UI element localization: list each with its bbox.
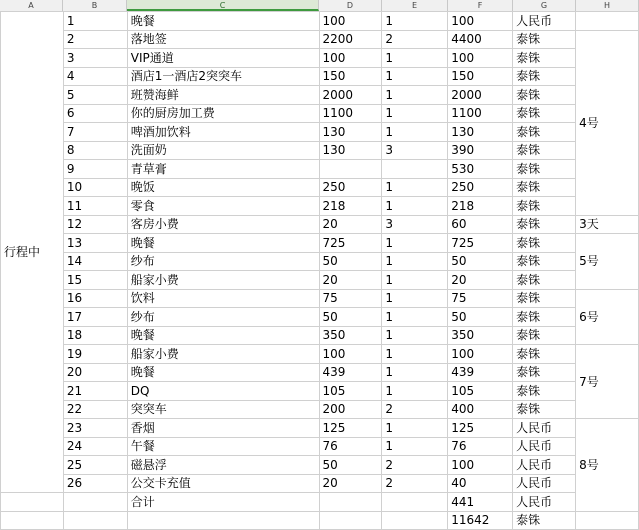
row-number-cell[interactable]: 21 bbox=[63, 382, 127, 401]
row-number-cell[interactable]: 24 bbox=[63, 437, 127, 456]
total-cell[interactable]: 76 bbox=[448, 437, 513, 456]
item-cell[interactable]: 青草膏 bbox=[127, 160, 319, 179]
row-number-cell[interactable]: 3 bbox=[63, 49, 127, 68]
item-cell[interactable]: 船家小费 bbox=[127, 345, 319, 364]
total-cell[interactable]: 40 bbox=[448, 474, 513, 493]
row-number-cell[interactable]: 13 bbox=[63, 234, 127, 253]
price-cell[interactable] bbox=[319, 511, 382, 530]
day-group-cell[interactable] bbox=[576, 511, 639, 530]
price-cell[interactable]: 20 bbox=[319, 215, 382, 234]
currency-cell[interactable]: 泰铢 bbox=[513, 252, 576, 271]
qty-cell[interactable]: 3 bbox=[382, 141, 448, 160]
currency-cell[interactable]: 泰铢 bbox=[513, 308, 576, 327]
currency-cell[interactable]: 泰铢 bbox=[513, 160, 576, 179]
qty-cell[interactable]: 2 bbox=[382, 30, 448, 49]
item-cell[interactable]: 洗面奶 bbox=[127, 141, 319, 160]
item-cell[interactable]: VIP通道 bbox=[127, 49, 319, 68]
total-cell[interactable]: 20 bbox=[448, 271, 513, 290]
total-cell[interactable]: 100 bbox=[448, 345, 513, 364]
column-header-d[interactable]: D bbox=[319, 0, 382, 11]
item-cell[interactable] bbox=[127, 511, 319, 530]
table-row bbox=[1, 456, 639, 475]
price-cell[interactable]: 130 bbox=[319, 123, 382, 142]
table-row bbox=[1, 363, 639, 382]
row-number-cell[interactable]: 4 bbox=[63, 67, 127, 86]
price-cell[interactable]: 50 bbox=[319, 456, 382, 475]
day-group-cell[interactable]: 8号 bbox=[576, 419, 639, 512]
item-cell[interactable]: 突突车 bbox=[127, 400, 319, 419]
qty-cell[interactable]: 1 bbox=[382, 67, 448, 86]
total-cell[interactable]: 4400 bbox=[448, 30, 513, 49]
currency-cell[interactable]: 泰铢 bbox=[513, 382, 576, 401]
currency-cell[interactable]: 人民币 bbox=[513, 474, 576, 493]
item-cell[interactable]: 啤酒加饮料 bbox=[127, 123, 319, 142]
item-cell[interactable]: 你的厨房加工费 bbox=[127, 104, 319, 123]
qty-cell[interactable]: 1 bbox=[382, 252, 448, 271]
price-cell[interactable]: 439 bbox=[319, 363, 382, 382]
currency-cell[interactable]: 泰铢 bbox=[513, 67, 576, 86]
currency-cell[interactable]: 泰铢 bbox=[513, 215, 576, 234]
currency-cell[interactable]: 泰铢 bbox=[513, 326, 576, 345]
qty-cell[interactable]: 1 bbox=[382, 178, 448, 197]
qty-cell[interactable]: 1 bbox=[382, 419, 448, 438]
table-row bbox=[1, 160, 639, 179]
row-number-cell[interactable]: 8 bbox=[63, 141, 127, 160]
qty-cell[interactable]: 1 bbox=[382, 326, 448, 345]
qty-cell[interactable]: 1 bbox=[382, 437, 448, 456]
item-cell[interactable]: DQ bbox=[127, 382, 319, 401]
item-cell[interactable]: 合计 bbox=[127, 493, 319, 512]
table-row bbox=[1, 197, 639, 216]
price-cell[interactable]: 20 bbox=[319, 271, 382, 290]
table-row bbox=[1, 141, 639, 160]
table-row bbox=[1, 419, 639, 438]
data-table bbox=[0, 11, 639, 530]
row-number-cell[interactable] bbox=[63, 493, 127, 512]
price-cell[interactable]: 20 bbox=[319, 474, 382, 493]
qty-cell[interactable]: 1 bbox=[382, 308, 448, 327]
item-cell[interactable]: 晚餐 bbox=[127, 12, 319, 31]
currency-cell[interactable]: 泰铢 bbox=[513, 30, 576, 49]
total-cell[interactable]: 725 bbox=[448, 234, 513, 253]
qty-cell[interactable]: 1 bbox=[382, 345, 448, 364]
table-row bbox=[1, 493, 639, 512]
column-header-f[interactable]: F bbox=[448, 0, 513, 11]
total-cell[interactable]: 530 bbox=[448, 160, 513, 179]
currency-cell[interactable]: 泰铢 bbox=[513, 178, 576, 197]
row-number-cell[interactable]: 15 bbox=[63, 271, 127, 290]
column-header-b[interactable]: B bbox=[63, 0, 127, 11]
currency-cell[interactable]: 泰铢 bbox=[513, 104, 576, 123]
price-cell[interactable]: 130 bbox=[319, 141, 382, 160]
total-cell[interactable]: 11642 bbox=[448, 511, 513, 530]
currency-cell[interactable]: 泰铢 bbox=[513, 271, 576, 290]
currency-cell[interactable]: 泰铢 bbox=[513, 289, 576, 308]
currency-cell[interactable]: 泰铢 bbox=[513, 363, 576, 382]
row-number-cell[interactable]: 23 bbox=[63, 419, 127, 438]
total-cell[interactable]: 130 bbox=[448, 123, 513, 142]
table-row bbox=[1, 326, 639, 345]
item-cell[interactable]: 晚餐 bbox=[127, 326, 319, 345]
item-cell[interactable]: 晚餐 bbox=[127, 363, 319, 382]
row-number-cell[interactable]: 12 bbox=[63, 215, 127, 234]
price-cell[interactable]: 100 bbox=[319, 49, 382, 68]
item-cell[interactable]: 晚饭 bbox=[127, 178, 319, 197]
item-cell[interactable]: 公交卡充值 bbox=[127, 474, 319, 493]
currency-cell[interactable]: 泰铢 bbox=[513, 49, 576, 68]
currency-cell[interactable]: 泰铢 bbox=[513, 86, 576, 105]
table-row bbox=[1, 86, 639, 105]
row-number-cell[interactable]: 19 bbox=[63, 345, 127, 364]
day-group-cell[interactable] bbox=[576, 12, 639, 31]
currency-cell[interactable]: 泰铢 bbox=[513, 400, 576, 419]
price-cell[interactable]: 2000 bbox=[319, 86, 382, 105]
row-number-cell[interactable]: 2 bbox=[63, 30, 127, 49]
total-cell[interactable]: 439 bbox=[448, 363, 513, 382]
total-cell[interactable]: 441 bbox=[448, 493, 513, 512]
total-cell[interactable]: 400 bbox=[448, 400, 513, 419]
currency-cell[interactable]: 人民币 bbox=[513, 12, 576, 31]
qty-cell[interactable]: 2 bbox=[382, 474, 448, 493]
total-cell[interactable]: 100 bbox=[448, 12, 513, 31]
total-cell[interactable]: 100 bbox=[448, 456, 513, 475]
total-cell[interactable]: 150 bbox=[448, 67, 513, 86]
table-row bbox=[1, 289, 639, 308]
item-cell[interactable]: 班赞海鲜 bbox=[127, 86, 319, 105]
row-number-cell[interactable]: 7 bbox=[63, 123, 127, 142]
qty-cell[interactable]: 1 bbox=[382, 197, 448, 216]
currency-cell[interactable]: 人民币 bbox=[513, 437, 576, 456]
item-cell[interactable]: 酒店1一酒店2突突车 bbox=[127, 67, 319, 86]
currency-cell[interactable]: 泰铢 bbox=[513, 123, 576, 142]
day-group-cell[interactable]: 6号 bbox=[576, 289, 639, 345]
empty-cell[interactable] bbox=[1, 493, 64, 512]
table-row bbox=[1, 178, 639, 197]
table-row bbox=[1, 12, 639, 31]
total-cell[interactable]: 2000 bbox=[448, 86, 513, 105]
total-cell[interactable]: 50 bbox=[448, 308, 513, 327]
currency-cell[interactable]: 人民币 bbox=[513, 493, 576, 512]
table-row bbox=[1, 400, 639, 419]
price-cell[interactable]: 75 bbox=[319, 289, 382, 308]
qty-cell[interactable]: 1 bbox=[382, 363, 448, 382]
table-row bbox=[1, 104, 639, 123]
total-cell[interactable]: 250 bbox=[448, 178, 513, 197]
total-cell[interactable]: 75 bbox=[448, 289, 513, 308]
trip-label-cell[interactable]: 行程中 bbox=[1, 12, 64, 493]
qty-cell[interactable] bbox=[382, 493, 448, 512]
total-cell[interactable]: 100 bbox=[448, 49, 513, 68]
day-group-cell[interactable]: 5号 bbox=[576, 234, 639, 290]
price-cell[interactable]: 50 bbox=[319, 252, 382, 271]
price-cell[interactable]: 1100 bbox=[319, 104, 382, 123]
table-row bbox=[1, 511, 639, 530]
row-number-cell[interactable]: 5 bbox=[63, 86, 127, 105]
table-row bbox=[1, 123, 639, 142]
qty-cell[interactable]: 1 bbox=[382, 123, 448, 142]
row-number-cell[interactable]: 18 bbox=[63, 326, 127, 345]
price-cell[interactable]: 725 bbox=[319, 234, 382, 253]
item-cell[interactable]: 客房小费 bbox=[127, 215, 319, 234]
table-row bbox=[1, 437, 639, 456]
column-header-g[interactable]: G bbox=[513, 0, 576, 11]
table-row bbox=[1, 308, 639, 327]
qty-cell[interactable]: 1 bbox=[382, 234, 448, 253]
qty-cell[interactable]: 1 bbox=[382, 289, 448, 308]
qty-cell[interactable]: 1 bbox=[382, 86, 448, 105]
total-cell[interactable]: 105 bbox=[448, 382, 513, 401]
item-cell[interactable]: 饮料 bbox=[127, 289, 319, 308]
row-number-cell[interactable]: 26 bbox=[63, 474, 127, 493]
total-cell[interactable]: 350 bbox=[448, 326, 513, 345]
row-number-cell[interactable]: 9 bbox=[63, 160, 127, 179]
qty-cell[interactable]: 1 bbox=[382, 104, 448, 123]
row-number-cell[interactable]: 25 bbox=[63, 456, 127, 475]
currency-cell[interactable]: 泰铢 bbox=[513, 234, 576, 253]
price-cell[interactable] bbox=[319, 493, 382, 512]
qty-cell[interactable] bbox=[382, 511, 448, 530]
price-cell[interactable] bbox=[319, 160, 382, 179]
day-group-cell[interactable]: 4号 bbox=[576, 30, 639, 215]
row-number-cell[interactable]: 6 bbox=[63, 104, 127, 123]
price-cell[interactable]: 2200 bbox=[319, 30, 382, 49]
column-header-h[interactable]: H bbox=[576, 0, 639, 11]
total-cell[interactable]: 1100 bbox=[448, 104, 513, 123]
item-cell[interactable]: 午餐 bbox=[127, 437, 319, 456]
item-cell[interactable]: 落地签 bbox=[127, 30, 319, 49]
table-row bbox=[1, 382, 639, 401]
row-number-cell[interactable]: 14 bbox=[63, 252, 127, 271]
price-cell[interactable]: 250 bbox=[319, 178, 382, 197]
price-cell[interactable]: 100 bbox=[319, 345, 382, 364]
item-cell[interactable]: 磁悬浮 bbox=[127, 456, 319, 475]
table-row bbox=[1, 345, 639, 364]
currency-cell[interactable]: 泰铢 bbox=[513, 511, 576, 530]
price-cell[interactable]: 200 bbox=[319, 400, 382, 419]
price-cell[interactable]: 125 bbox=[319, 419, 382, 438]
price-cell[interactable]: 76 bbox=[319, 437, 382, 456]
qty-cell[interactable]: 1 bbox=[382, 382, 448, 401]
qty-cell[interactable]: 1 bbox=[382, 271, 448, 290]
table-row bbox=[1, 271, 639, 290]
qty-cell[interactable]: 2 bbox=[382, 456, 448, 475]
table-row bbox=[1, 234, 639, 253]
price-cell[interactable]: 105 bbox=[319, 382, 382, 401]
table-row bbox=[1, 215, 639, 234]
total-cell[interactable]: 50 bbox=[448, 252, 513, 271]
total-cell[interactable]: 218 bbox=[448, 197, 513, 216]
table-row bbox=[1, 474, 639, 493]
currency-cell[interactable]: 人民币 bbox=[513, 456, 576, 475]
day-group-cell[interactable]: 7号 bbox=[576, 345, 639, 419]
row-number-cell[interactable]: 16 bbox=[63, 289, 127, 308]
price-cell[interactable]: 150 bbox=[319, 67, 382, 86]
row-number-cell[interactable]: 1 bbox=[63, 12, 127, 31]
item-cell[interactable]: 香烟 bbox=[127, 419, 319, 438]
total-cell[interactable]: 125 bbox=[448, 419, 513, 438]
row-number-cell[interactable]: 17 bbox=[63, 308, 127, 327]
column-header-a[interactable]: A bbox=[0, 0, 63, 11]
row-number-cell[interactable]: 11 bbox=[63, 197, 127, 216]
item-cell[interactable]: 纱布 bbox=[127, 252, 319, 271]
item-cell[interactable]: 晚餐 bbox=[127, 234, 319, 253]
qty-cell[interactable]: 1 bbox=[382, 49, 448, 68]
qty-cell[interactable] bbox=[382, 160, 448, 179]
row-number-cell[interactable]: 22 bbox=[63, 400, 127, 419]
table-row bbox=[1, 252, 639, 271]
currency-cell[interactable]: 泰铢 bbox=[513, 197, 576, 216]
table-row bbox=[1, 49, 639, 68]
currency-cell[interactable]: 人民币 bbox=[513, 419, 576, 438]
table-row bbox=[1, 30, 639, 49]
qty-cell[interactable]: 1 bbox=[382, 12, 448, 31]
column-header-e[interactable]: E bbox=[382, 0, 448, 11]
qty-cell[interactable]: 3 bbox=[382, 215, 448, 234]
item-cell[interactable]: 船家小费 bbox=[127, 271, 319, 290]
price-cell[interactable]: 350 bbox=[319, 326, 382, 345]
price-cell[interactable]: 50 bbox=[319, 308, 382, 327]
total-cell[interactable]: 60 bbox=[448, 215, 513, 234]
column-header-c[interactable]: C bbox=[127, 0, 319, 11]
currency-cell[interactable]: 泰铢 bbox=[513, 345, 576, 364]
item-cell[interactable]: 零食 bbox=[127, 197, 319, 216]
item-cell[interactable]: 纱布 bbox=[127, 308, 319, 327]
row-number-cell[interactable] bbox=[63, 511, 127, 530]
table-row bbox=[1, 67, 639, 86]
qty-cell[interactable]: 2 bbox=[382, 400, 448, 419]
day-group-cell[interactable]: 3天 bbox=[576, 215, 639, 234]
row-number-cell[interactable]: 20 bbox=[63, 363, 127, 382]
row-number-cell[interactable]: 10 bbox=[63, 178, 127, 197]
empty-cell[interactable] bbox=[1, 511, 64, 530]
currency-cell[interactable]: 泰铢 bbox=[513, 141, 576, 160]
price-cell[interactable]: 100 bbox=[319, 12, 382, 31]
total-cell[interactable]: 390 bbox=[448, 141, 513, 160]
price-cell[interactable]: 218 bbox=[319, 197, 382, 216]
